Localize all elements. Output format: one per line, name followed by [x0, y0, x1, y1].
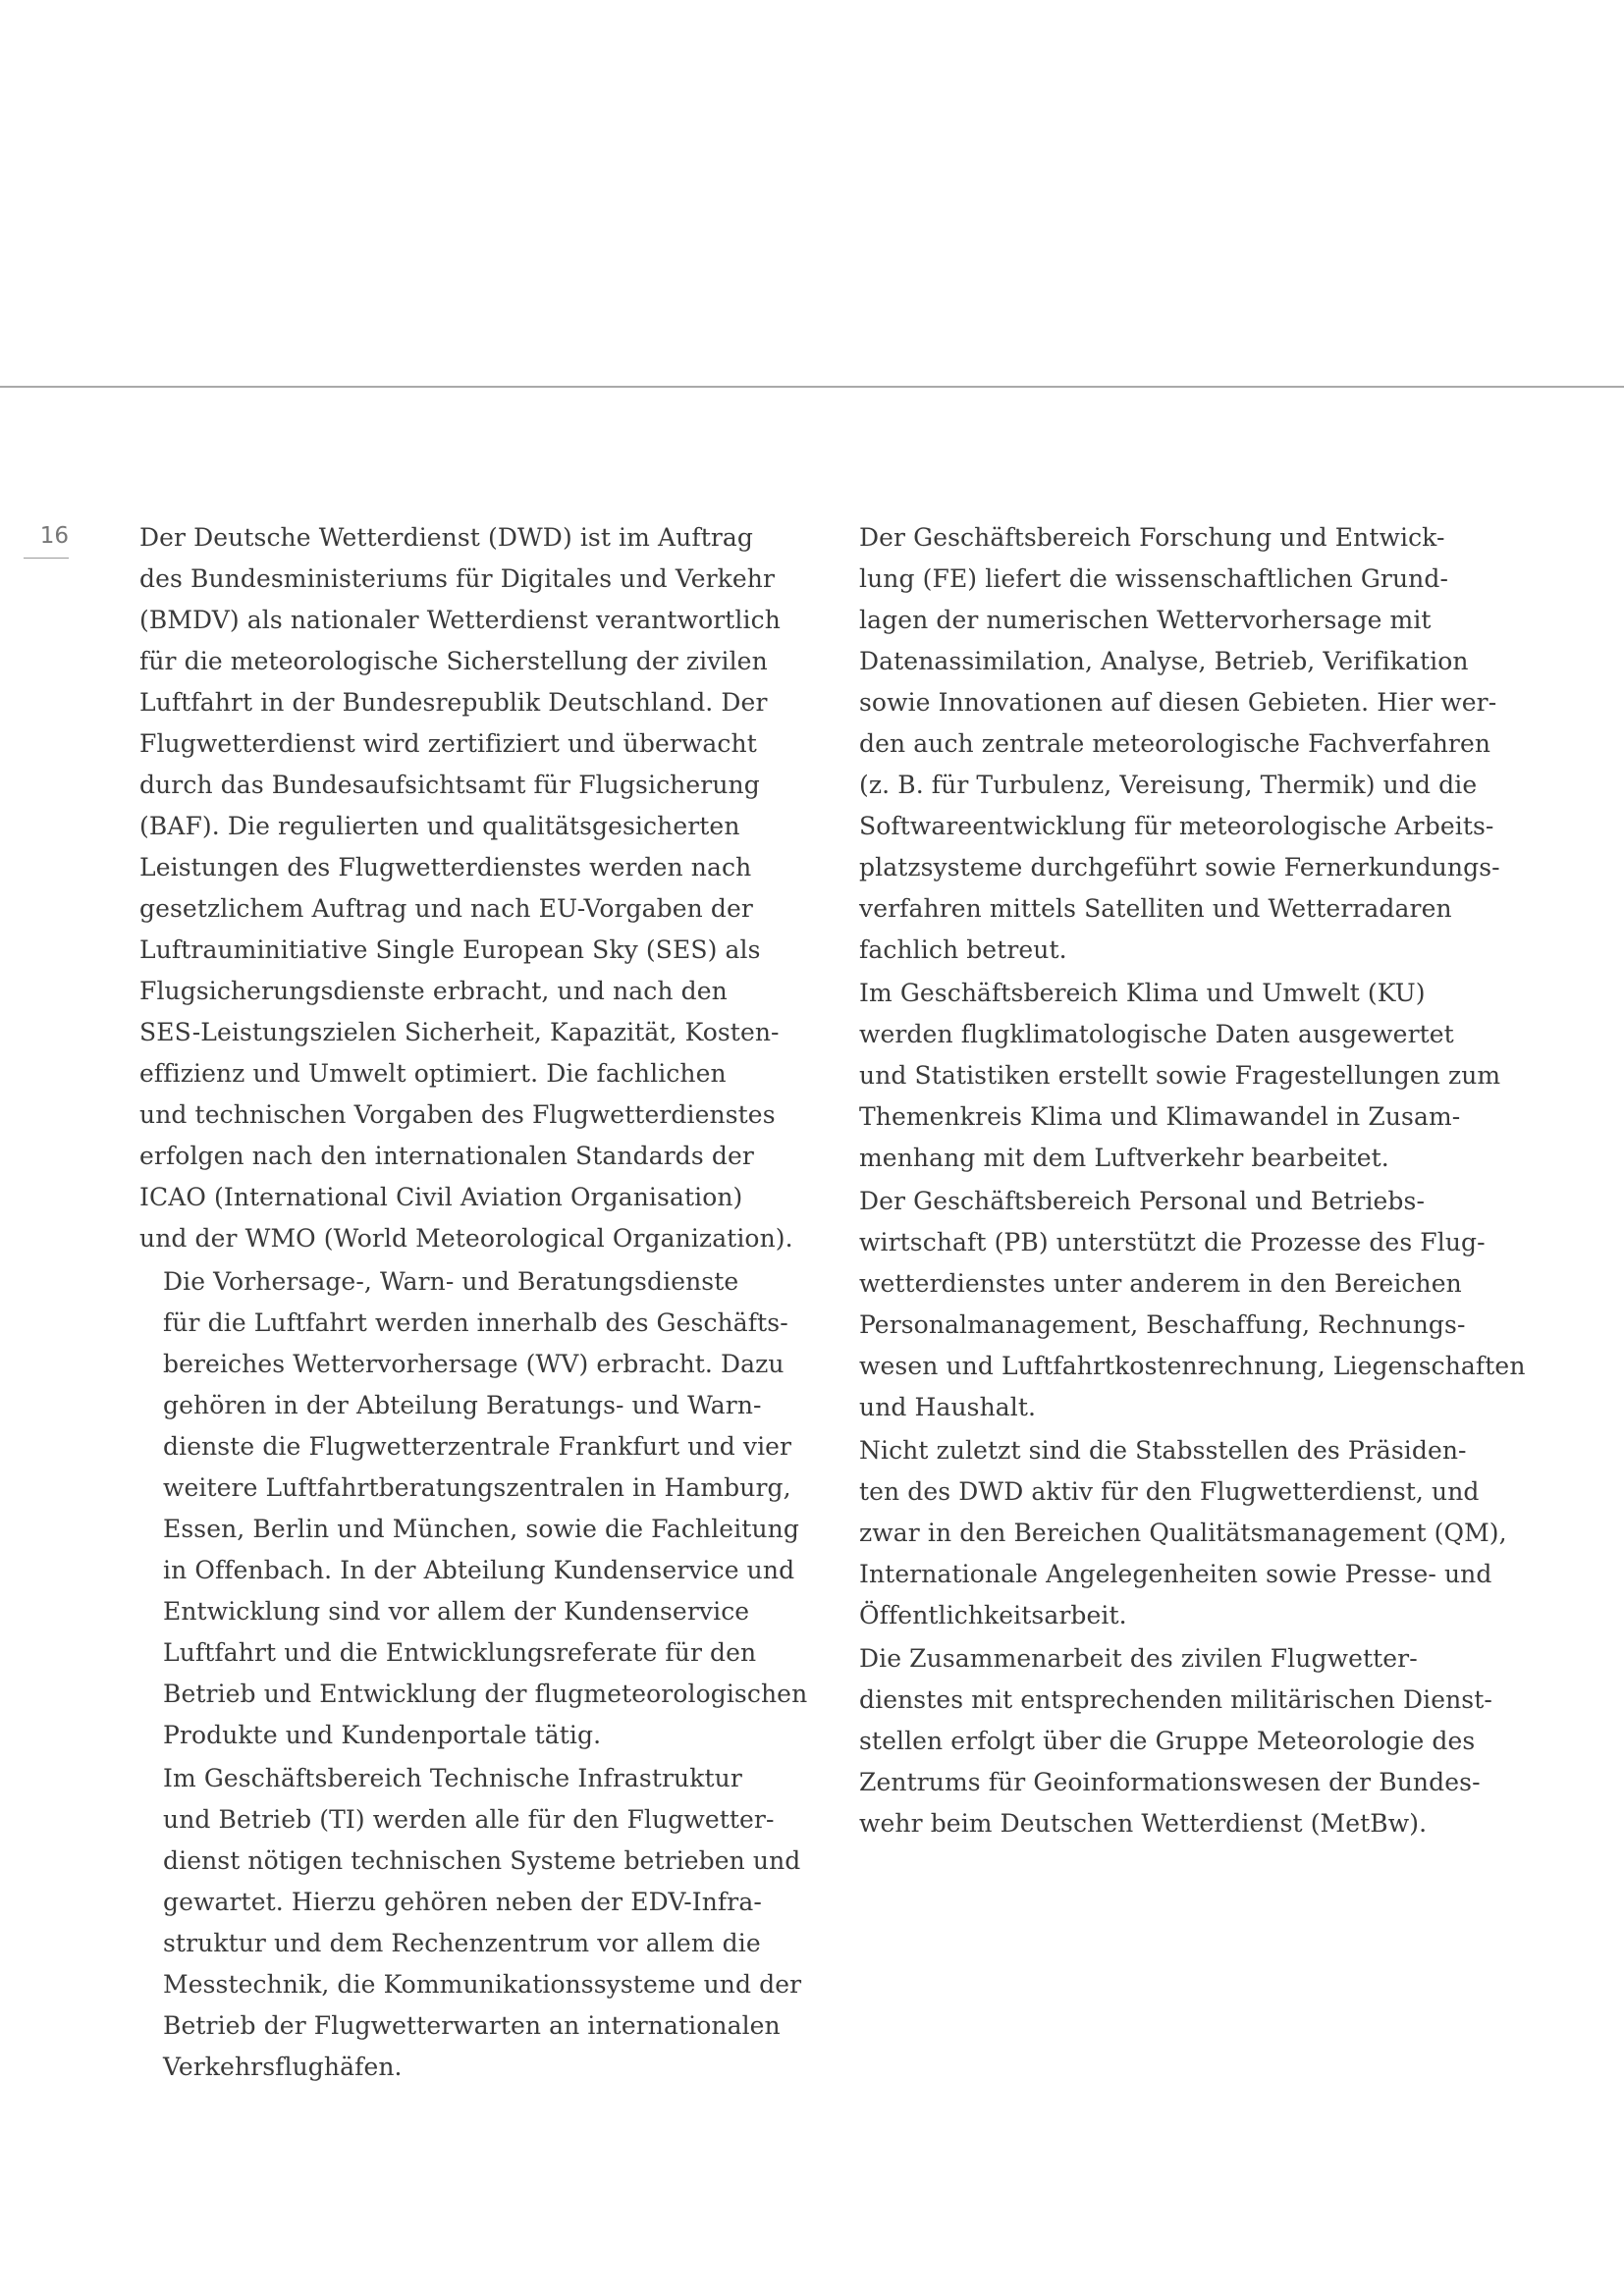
- text-line: wesen und Luftfahrtkostenrechnung, Liegenschaften: [859, 1352, 1526, 1380]
- text-line: Luftfahrt und die Entwicklungsreferate für den: [163, 1638, 757, 1667]
- header-divider: [0, 386, 1624, 388]
- text-line: Die Zusammenarbeit des zivilen Flugwetter-: [859, 1644, 1418, 1673]
- text-line: Der Geschäftsbereich Personal und Betriebs-: [859, 1187, 1426, 1215]
- text-line: Verkehrsflughäfen.: [163, 2053, 403, 2081]
- text-line: (BAF). Die regulierten und qualitätsgesicherten: [139, 812, 740, 840]
- text-line: für die meteorologische Sicherstellung der zivilen: [139, 647, 768, 675]
- text-line: des Bundesministeriums für Digitales und Verkehr: [139, 564, 776, 593]
- text-line: dienstes mit entsprechenden militärischen Dienst-: [859, 1685, 1492, 1714]
- text-line: struktur und dem Rechenzentrum vor allem die: [163, 1929, 761, 1957]
- text-line: zwar in den Bereichen Qualitätsmanagement (QM),: [859, 1519, 1507, 1547]
- text-line: für die Luftfahrt werden innerhalb des Geschäfts-: [163, 1308, 788, 1337]
- text-line: weitere Luftfahrtberatungszentralen in Hamburg,: [163, 1473, 791, 1502]
- text-line: SES-Leistungszielen Sicherheit, Kapazität, Kosten-: [139, 1018, 780, 1046]
- text-line: ICAO (International Civil Aviation Organisation): [139, 1183, 743, 1211]
- text-line: stellen erfolgt über die Gruppe Meteorologie des: [859, 1727, 1476, 1755]
- text-line: Datenassimilation, Analyse, Betrieb, Verifikation: [859, 647, 1469, 675]
- text-line: (BMDV) als nationaler Wetterdienst verantwortlich: [139, 606, 781, 634]
- text-line: sowie Innovationen auf diesen Gebieten. Hier wer-: [859, 688, 1497, 717]
- text-line: Flugsicherungsdienste erbracht, und nach den: [139, 977, 728, 1005]
- text-line: wehr beim Deutschen Wetterdienst (MetBw).: [859, 1809, 1428, 1838]
- text-line: Softwareentwicklung für meteorologische Arbeits-: [859, 812, 1494, 840]
- text-line: platzsysteme durchgeführt sowie Fernerkundungs-: [859, 853, 1500, 881]
- text-line: Der Geschäftsbereich Forschung und Entwick-: [859, 523, 1445, 552]
- text-line: Luftfahrt in der Bundesrepublik Deutschland. Der: [139, 688, 768, 717]
- text-line: Essen, Berlin und München, sowie die Fachleitung: [163, 1515, 799, 1543]
- text-line: und technischen Vorgaben des Flugwetterdienstes: [139, 1100, 776, 1129]
- text-line: fachlich betreut.: [859, 935, 1067, 964]
- text-line: Betrieb und Entwicklung der flugmeteorologischen: [163, 1680, 808, 1708]
- text-line: Internationale Angelegenheiten sowie Presse- und: [859, 1560, 1492, 1588]
- text-line: verfahren mittels Satelliten und Wetterradaren: [859, 894, 1452, 923]
- paragraph: [836, 1181, 1526, 1428]
- left-text-column: [139, 517, 808, 2090]
- text-line: Messtechnik, die Kommunikationssysteme und der: [163, 1970, 802, 1999]
- paragraph: [836, 1638, 1495, 1844]
- text-line: dienst nötigen technischen Systeme betrieben und: [163, 1846, 801, 1875]
- text-line: in Offenbach. In der Abteilung Kundenservice und: [163, 1556, 795, 1584]
- paragraph: [836, 973, 1501, 1179]
- text-line: ten des DWD aktiv für den Flugwetterdienst, und: [859, 1477, 1480, 1506]
- text-line: Entwicklung sind vor allem der Kundenservice: [163, 1597, 750, 1626]
- text-line: gehören in der Abteilung Beratungs- und Warn-: [163, 1391, 762, 1419]
- text-line: lagen der numerischen Wettervorhersage mit: [859, 606, 1432, 634]
- text-line: Flugwetterdienst wird zertifiziert und überwacht: [139, 729, 757, 758]
- text-line: menhang mit dem Luftverkehr bearbeitet.: [859, 1144, 1389, 1172]
- text-line: und der WMO (World Meteorological Organization).: [139, 1224, 793, 1253]
- text-line: (z. B. für Turbulenz, Vereisung, Thermik) und die: [859, 771, 1478, 799]
- paragraph: [139, 517, 799, 1259]
- text-line: bereiches Wettervorhersage (WV) erbracht. Dazu: [163, 1350, 785, 1378]
- text-line: erfolgen nach den internationalen Standards der: [139, 1142, 754, 1170]
- text-line: Nicht zuletzt sind die Stabsstellen des Präsiden-: [859, 1436, 1467, 1465]
- text-line: und Betrieb (TI) werden alle für den Flugwetter-: [163, 1805, 775, 1834]
- paragraph: [836, 1430, 1507, 1636]
- paragraph: [836, 517, 1500, 971]
- text-line: effizienz und Umwelt optimiert. Die fachlichen: [139, 1059, 727, 1088]
- text-line: den auch zentrale meteorologische Fachverfahren: [859, 729, 1491, 758]
- text-line: Betrieb der Flugwetterwarten an internationalen: [163, 2011, 781, 2040]
- text-line: Öffentlichkeitsarbeit.: [859, 1601, 1127, 1629]
- right-text-column: [836, 517, 1526, 1846]
- text-line: Leistungen des Flugwetterdienstes werden nach: [139, 853, 752, 881]
- text-line: gesetzlichem Auftrag und nach EU-Vorgaben der: [139, 894, 753, 923]
- text-line: wirtschaft (PB) unterstützt die Prozesse des Flug-: [859, 1228, 1486, 1256]
- text-line: Personalmanagement, Beschaffung, Rechnungs-: [859, 1310, 1466, 1339]
- text-line: Zentrums für Geoinformationswesen der Bundes-: [859, 1768, 1481, 1796]
- text-line: Luftrauminitiative Single European Sky (SES) als: [139, 935, 761, 964]
- paragraph: [139, 1758, 802, 2088]
- page-number: 16: [24, 520, 69, 559]
- text-line: lung (FE) liefert die wissenschaftlichen Grund-: [859, 564, 1449, 593]
- text-line: durch das Bundesaufsichtsamt für Flugsicherung: [139, 771, 760, 799]
- text-line: dienste die Flugwetterzentrale Frankfurt und vier: [163, 1432, 792, 1461]
- text-line: und Statistiken erstellt sowie Fragestellungen zum: [859, 1061, 1501, 1090]
- text-line: Im Geschäftsbereich Technische Infrastruktur: [163, 1764, 742, 1792]
- text-line: Der Deutsche Wetterdienst (DWD) ist im Auftrag: [139, 523, 754, 552]
- text-line: werden flugklimatologische Daten ausgewertet: [859, 1020, 1454, 1048]
- text-line: wetterdienstes unter anderem in den Bereichen: [859, 1269, 1462, 1298]
- text-line: Produkte und Kundenportale tätig.: [163, 1721, 602, 1749]
- text-line: Im Geschäftsbereich Klima und Umwelt (KU): [859, 979, 1426, 1007]
- text-line: und Haushalt.: [859, 1393, 1037, 1421]
- text-line: Die Vorhersage-, Warn- und Beratungsdienste: [163, 1267, 739, 1296]
- text-line: Themenkreis Klima und Klimawandel in Zusam-: [859, 1102, 1461, 1131]
- text-line: gewartet. Hierzu gehören neben der EDV-Infra-: [163, 1888, 762, 1916]
- paragraph: [139, 1261, 808, 1756]
